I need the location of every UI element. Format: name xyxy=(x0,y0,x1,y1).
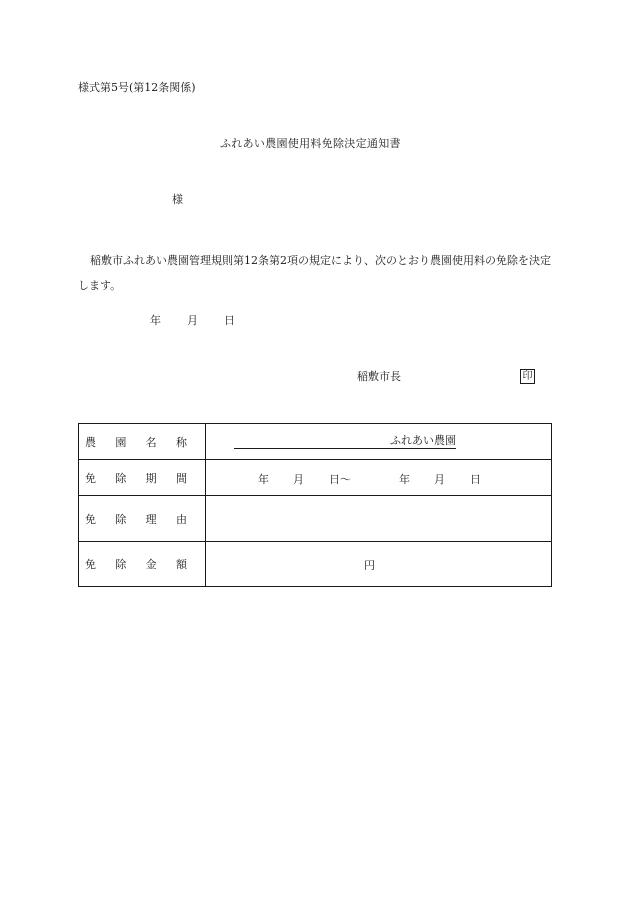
label-char: 由 xyxy=(175,512,187,526)
exemption-period-cell xyxy=(206,460,552,496)
document-title: ふれあい農園使用料免除決定通知書 xyxy=(220,137,401,150)
label-char: 金 xyxy=(145,558,157,571)
form-number: 様式第5号(第12条関係) xyxy=(78,81,196,94)
label-char: 間 xyxy=(175,471,187,485)
label-char: 除 xyxy=(115,471,127,485)
label-char: 免 xyxy=(85,558,96,571)
label-char: 免 xyxy=(85,471,96,485)
date-year-label: 年 xyxy=(150,314,161,327)
date-line xyxy=(150,314,235,328)
period-start-month: 月 xyxy=(293,473,304,486)
date-month-label: 月 xyxy=(187,314,198,327)
table-row-garden-name xyxy=(79,424,552,460)
label-char: 農 xyxy=(85,435,96,449)
period-end-day: 日 xyxy=(470,473,481,486)
label-char: 額 xyxy=(175,558,187,571)
issuer-name: 稲敷市長 xyxy=(357,370,401,383)
recipient-honorific: 様 xyxy=(172,193,183,206)
seal-mark: 印 xyxy=(520,369,535,384)
exemption-amount-cell xyxy=(206,542,552,587)
exemption-reason-cell xyxy=(206,496,552,542)
body-text: 稲敷市ふれあい農園管理規則第12条第2項の規定により、次のとおり農園使用料の免除を決定します。 xyxy=(78,254,551,292)
label-exemption-reason xyxy=(79,496,206,542)
label-char: 園 xyxy=(115,435,127,449)
label-char: 除 xyxy=(115,558,127,571)
detail-table xyxy=(78,423,552,587)
table-row-exemption-amount xyxy=(79,542,552,587)
date-day-label: 日 xyxy=(224,314,235,327)
period-end-month: 月 xyxy=(434,473,445,486)
label-exemption-amount xyxy=(79,542,206,587)
garden-name-value: ふれあい農園 xyxy=(234,434,456,449)
period-start-year: 年 xyxy=(258,473,269,486)
label-char: 称 xyxy=(175,435,187,449)
period-start-day: 日〜 xyxy=(329,473,351,486)
label-char: 名 xyxy=(145,435,157,449)
label-exemption-period xyxy=(79,460,206,496)
label-char: 除 xyxy=(115,512,127,526)
table-row-exemption-reason xyxy=(79,496,552,542)
label-char: 理 xyxy=(145,512,157,526)
label-char: 免 xyxy=(85,512,96,526)
label-garden-name xyxy=(79,424,206,460)
table-row-exemption-period xyxy=(79,460,552,496)
yen-unit: 円 xyxy=(364,559,375,572)
period-end-year: 年 xyxy=(399,473,410,486)
garden-name-cell xyxy=(206,424,552,460)
label-char: 期 xyxy=(145,471,157,485)
